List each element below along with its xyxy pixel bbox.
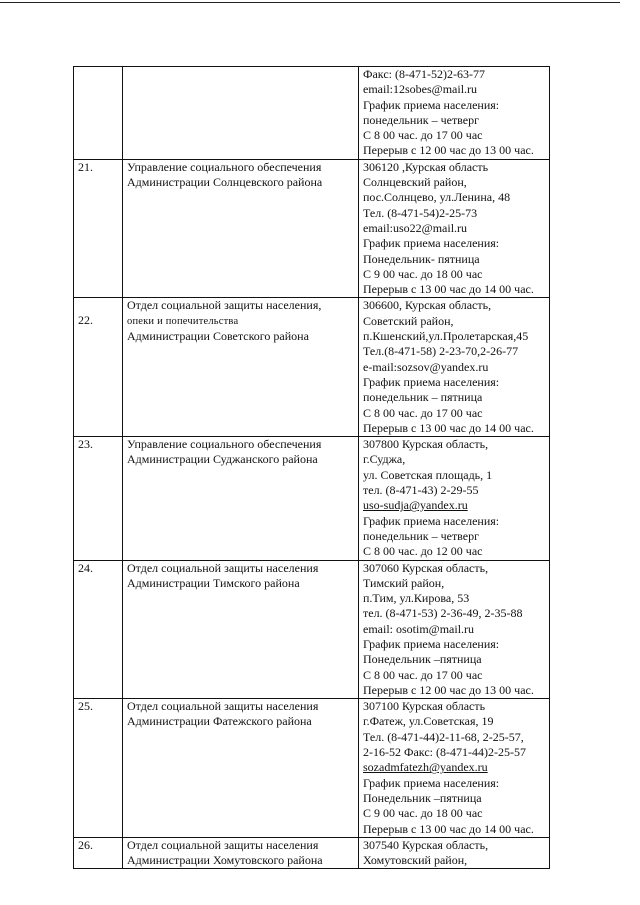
row-number: 25. [74, 699, 123, 838]
row-number: 22. [74, 298, 123, 437]
email-line: sozadmfatezh@yandex.ru [363, 760, 488, 775]
org-name: Отдел социальной защиты населения Администрации Фатежского района [123, 699, 359, 838]
contact-info [359, 67, 550, 160]
email-line: email:12sobes@mail.ru [363, 82, 478, 97]
contact-info: 307800 Курская область, г.Суджа, ул. Советская площадь, 1 тел. (8-471-43) 2-29-55 uso-sudja@yandex.ru График приема населения: понедельник – четверг С 8 00 час. до 12 00 час [359, 437, 550, 560]
table-row [74, 159, 550, 298]
table-row [74, 67, 550, 160]
org-name: Отдел социальной защиты населения, опеки и попечительства Администрации Советского района [123, 298, 359, 437]
top-rule [0, 2, 620, 3]
table-row [74, 437, 550, 560]
contact-info: 307540 Курская область, Хомутовский район, [359, 837, 550, 869]
email-line: uso-sudja@yandex.ru [363, 498, 468, 513]
org-name: Отдел социальной защиты населения Администрации Хомутовского района [123, 837, 359, 869]
table-row [74, 699, 550, 838]
org-name: Отдел социальной защиты населения Администрации Тимского района [123, 560, 359, 699]
contact-line: Факс: (8-471-52)2-63-77 [363, 67, 485, 81]
row-number [74, 67, 123, 160]
contact-line: График приема населения: [363, 97, 500, 112]
contact-info: 306600, Курская область, Советский район, п.Кшенский,ул.Пролетарская,45 Тел.(8-471-58) 2-23-70,2-26-77 e-mail:sozsov@yandex.ru График приема населения: понедельник – пятница С 8 00 час. до 17 00 час Перерыв с 13 00 час до 14 00 час. [359, 298, 550, 437]
org-name: Управление социального обеспечения Администрации Солнцевского района [123, 159, 359, 298]
contact-info: 307060 Курская область, Тимский район, п.Тим, ул.Кирова, 53 тел. (8-471-53) 2-36-49, 2-35-88 email: osotim@mail.ru График приема населения: Понедельник –пятница С 8 00 час. до 17 00 час Перерыв с 12 00 час до 13 00 час. [359, 560, 550, 699]
contact-line: понедельник – четверг [363, 112, 480, 127]
row-number: 23. [74, 437, 123, 560]
contact-info: 306120 ,Курская область Солнцевский район, пос.Солнцево, ул.Ленина, 48 Тел. (8-471-54)2-25-73 email:uso22@mail.ru График приема населения: Понедельник- пятница С 9 00 час. до 18 00 час Перерыв с 13 00 час до 14 00 час. [359, 159, 550, 298]
email-line: email:uso22@mail.ru [363, 220, 468, 235]
contact-line: Перерыв с 12 00 час до 13 00 час. [363, 143, 534, 158]
email-line: e-mail:sozsov@yandex.ru [363, 359, 489, 374]
table-row [74, 560, 550, 699]
org-name: Управление социального обеспечения Администрации Суджанского района [123, 437, 359, 560]
contacts-table [73, 66, 550, 869]
row-number: 21. [74, 159, 123, 298]
row-number: 24. [74, 560, 123, 699]
email-line: email: osotim@mail.ru [363, 621, 475, 636]
row-number: 26. [74, 837, 123, 869]
contact-line: С 8 00 час. до 17 00 час [363, 128, 483, 143]
table-row [74, 298, 550, 437]
table-row [74, 837, 550, 869]
org-name [123, 67, 359, 160]
contact-info: 307100 Курская область г.Фатеж, ул.Советская, 19 Тел. (8-471-44)2-11-68, 2-25-57, 2-16-52 Факс: (8-471-44)2-25-57 sozadmfatezh@yandex.ru График приема населения: Понедельник –пятница С 9 00 час. до 18 00 час Перерыв с 13 00 час до 14 00 час. [359, 699, 550, 838]
